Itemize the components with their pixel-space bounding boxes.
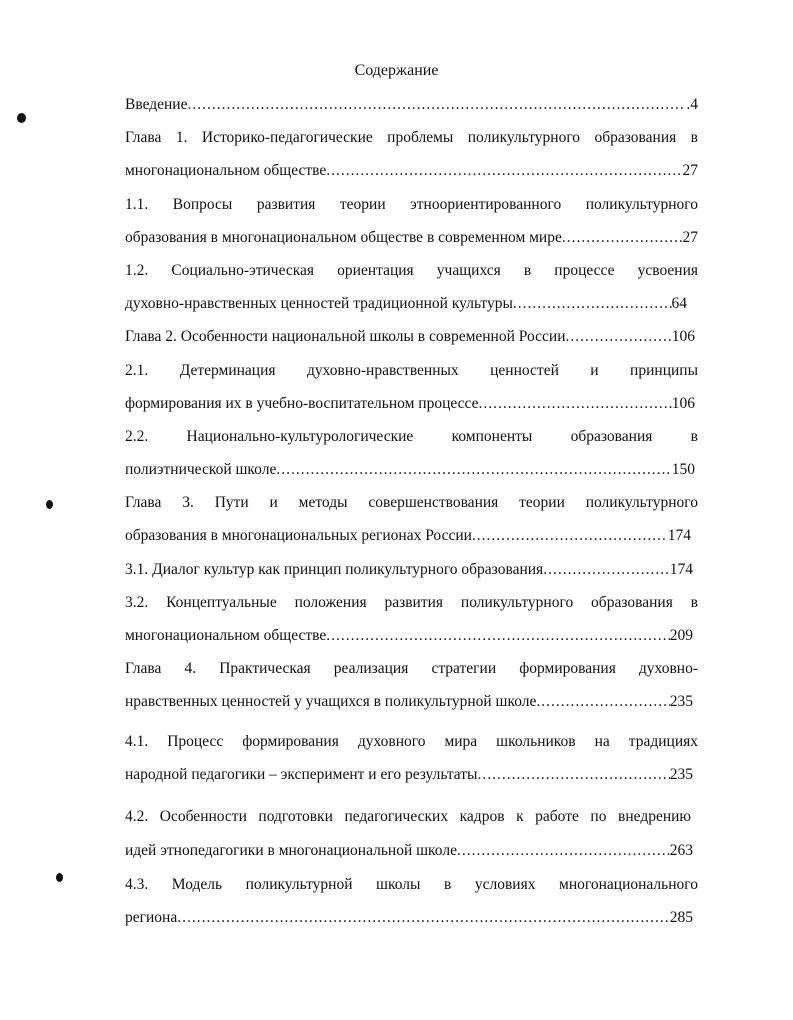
page-number: 174 — [669, 561, 693, 578]
toc-section-2-2-line1[interactable]: 2.2. Национально-культурологические компоненты образования в — [125, 428, 698, 445]
page-number: 27 — [682, 229, 698, 246]
scan-speck — [17, 113, 26, 123]
page-number: 209 — [669, 627, 693, 644]
page-number: .4 — [686, 96, 698, 113]
page-number: 106 — [671, 395, 695, 412]
toc-chapter-1-line2[interactable]: многонациональном обществе ..... 27 — [125, 161, 698, 181]
toc-section-2-1-line2[interactable]: формирования их в учебно-воспитательном процессе ..... 106 — [125, 394, 695, 414]
toc-chapter-4-line1[interactable]: Глава 4. Практическая реализация стратегии формирования духовно- — [125, 660, 698, 677]
toc-section-4-2-line2[interactable]: идей этнопедагогики в многонациональной школе ..... 263 — [125, 841, 693, 861]
toc-section-1-1-line1[interactable]: 1.1. Вопросы развития теории этноориентированного поликультурного — [125, 196, 698, 213]
page-number: 285 — [669, 909, 693, 926]
toc-section-1-1-line2[interactable]: образования в многонациональном обществе в современном мире ..... 27 — [125, 228, 698, 248]
page-number: 64 — [671, 295, 687, 312]
scan-speck — [56, 873, 63, 882]
toc-chapter-2[interactable]: Глава 2. Особенности национальной школы в современной России ..... 106 — [125, 327, 695, 347]
page-number: 235 — [669, 766, 693, 783]
page-title: Содержание — [354, 62, 439, 79]
page-number: 235 — [669, 693, 693, 710]
toc-section-2-2-line2[interactable]: полиэтнической школе ..... 150 — [125, 460, 695, 480]
page-number: 150 — [671, 461, 695, 478]
toc-section-4-3-line2[interactable]: региона ..... 285 — [125, 908, 693, 928]
page-number: 174 — [667, 527, 691, 544]
toc-chapter-3-line2[interactable]: образования в многонациональных регионах России ..... 174 — [125, 526, 691, 546]
toc-chapter-3-line1[interactable]: Глава 3. Пути и методы совершенствования теории поликультурного — [125, 494, 698, 511]
toc-section-2-1-line1[interactable]: 2.1. Детерминация духовно-нравственных ценностей и принципы — [125, 362, 698, 379]
toc-section-3-2-line2[interactable]: многонациональном обществе ..... 209 — [125, 626, 693, 646]
page-number: 263 — [669, 842, 693, 859]
toc-section-1-2-line2[interactable]: духовно-нравственных ценностей традиционной культуры ..... 64 — [125, 294, 687, 314]
toc-chapter-1-line1[interactable]: Глава 1. Историко-педагогические проблемы поликультурного образования в — [125, 129, 698, 146]
toc-chapter-4-line2[interactable]: нравственных ценностей у учащихся в поликультурной школе ..... 235 — [125, 692, 693, 712]
toc-section-4-1-line2[interactable]: народной педагогики – эксперимент и его результаты ..... 235 — [125, 765, 693, 785]
page-number: 27 — [682, 162, 698, 179]
toc-section-1-2-line1[interactable]: 1.2. Социально-этическая ориентация учащихся в процессе усвоения — [125, 262, 698, 279]
toc-section-4-2-line1[interactable]: 4.2. Особенности подготовки педагогических кадров к работе по внедрению — [125, 808, 691, 825]
scan-speck — [46, 500, 53, 509]
toc-section-4-1-line1[interactable]: 4.1. Процесс формирования духовного мира школьников на традициях — [125, 733, 698, 750]
toc-section-3-2-line1[interactable]: 3.2. Концептуальные положения развития поликультурного образования в — [125, 594, 698, 611]
toc-section-3-1[interactable]: 3.1. Диалог культур как принцип поликультурного образования ..... 174 — [125, 560, 693, 580]
toc-section-4-3-line1[interactable]: 4.3. Модель поликультурной школы в условиях многонационального — [125, 876, 698, 893]
page-number: 106 — [671, 328, 695, 345]
toc-entry-introduction[interactable]: Введение ..... .4 — [125, 95, 698, 115]
